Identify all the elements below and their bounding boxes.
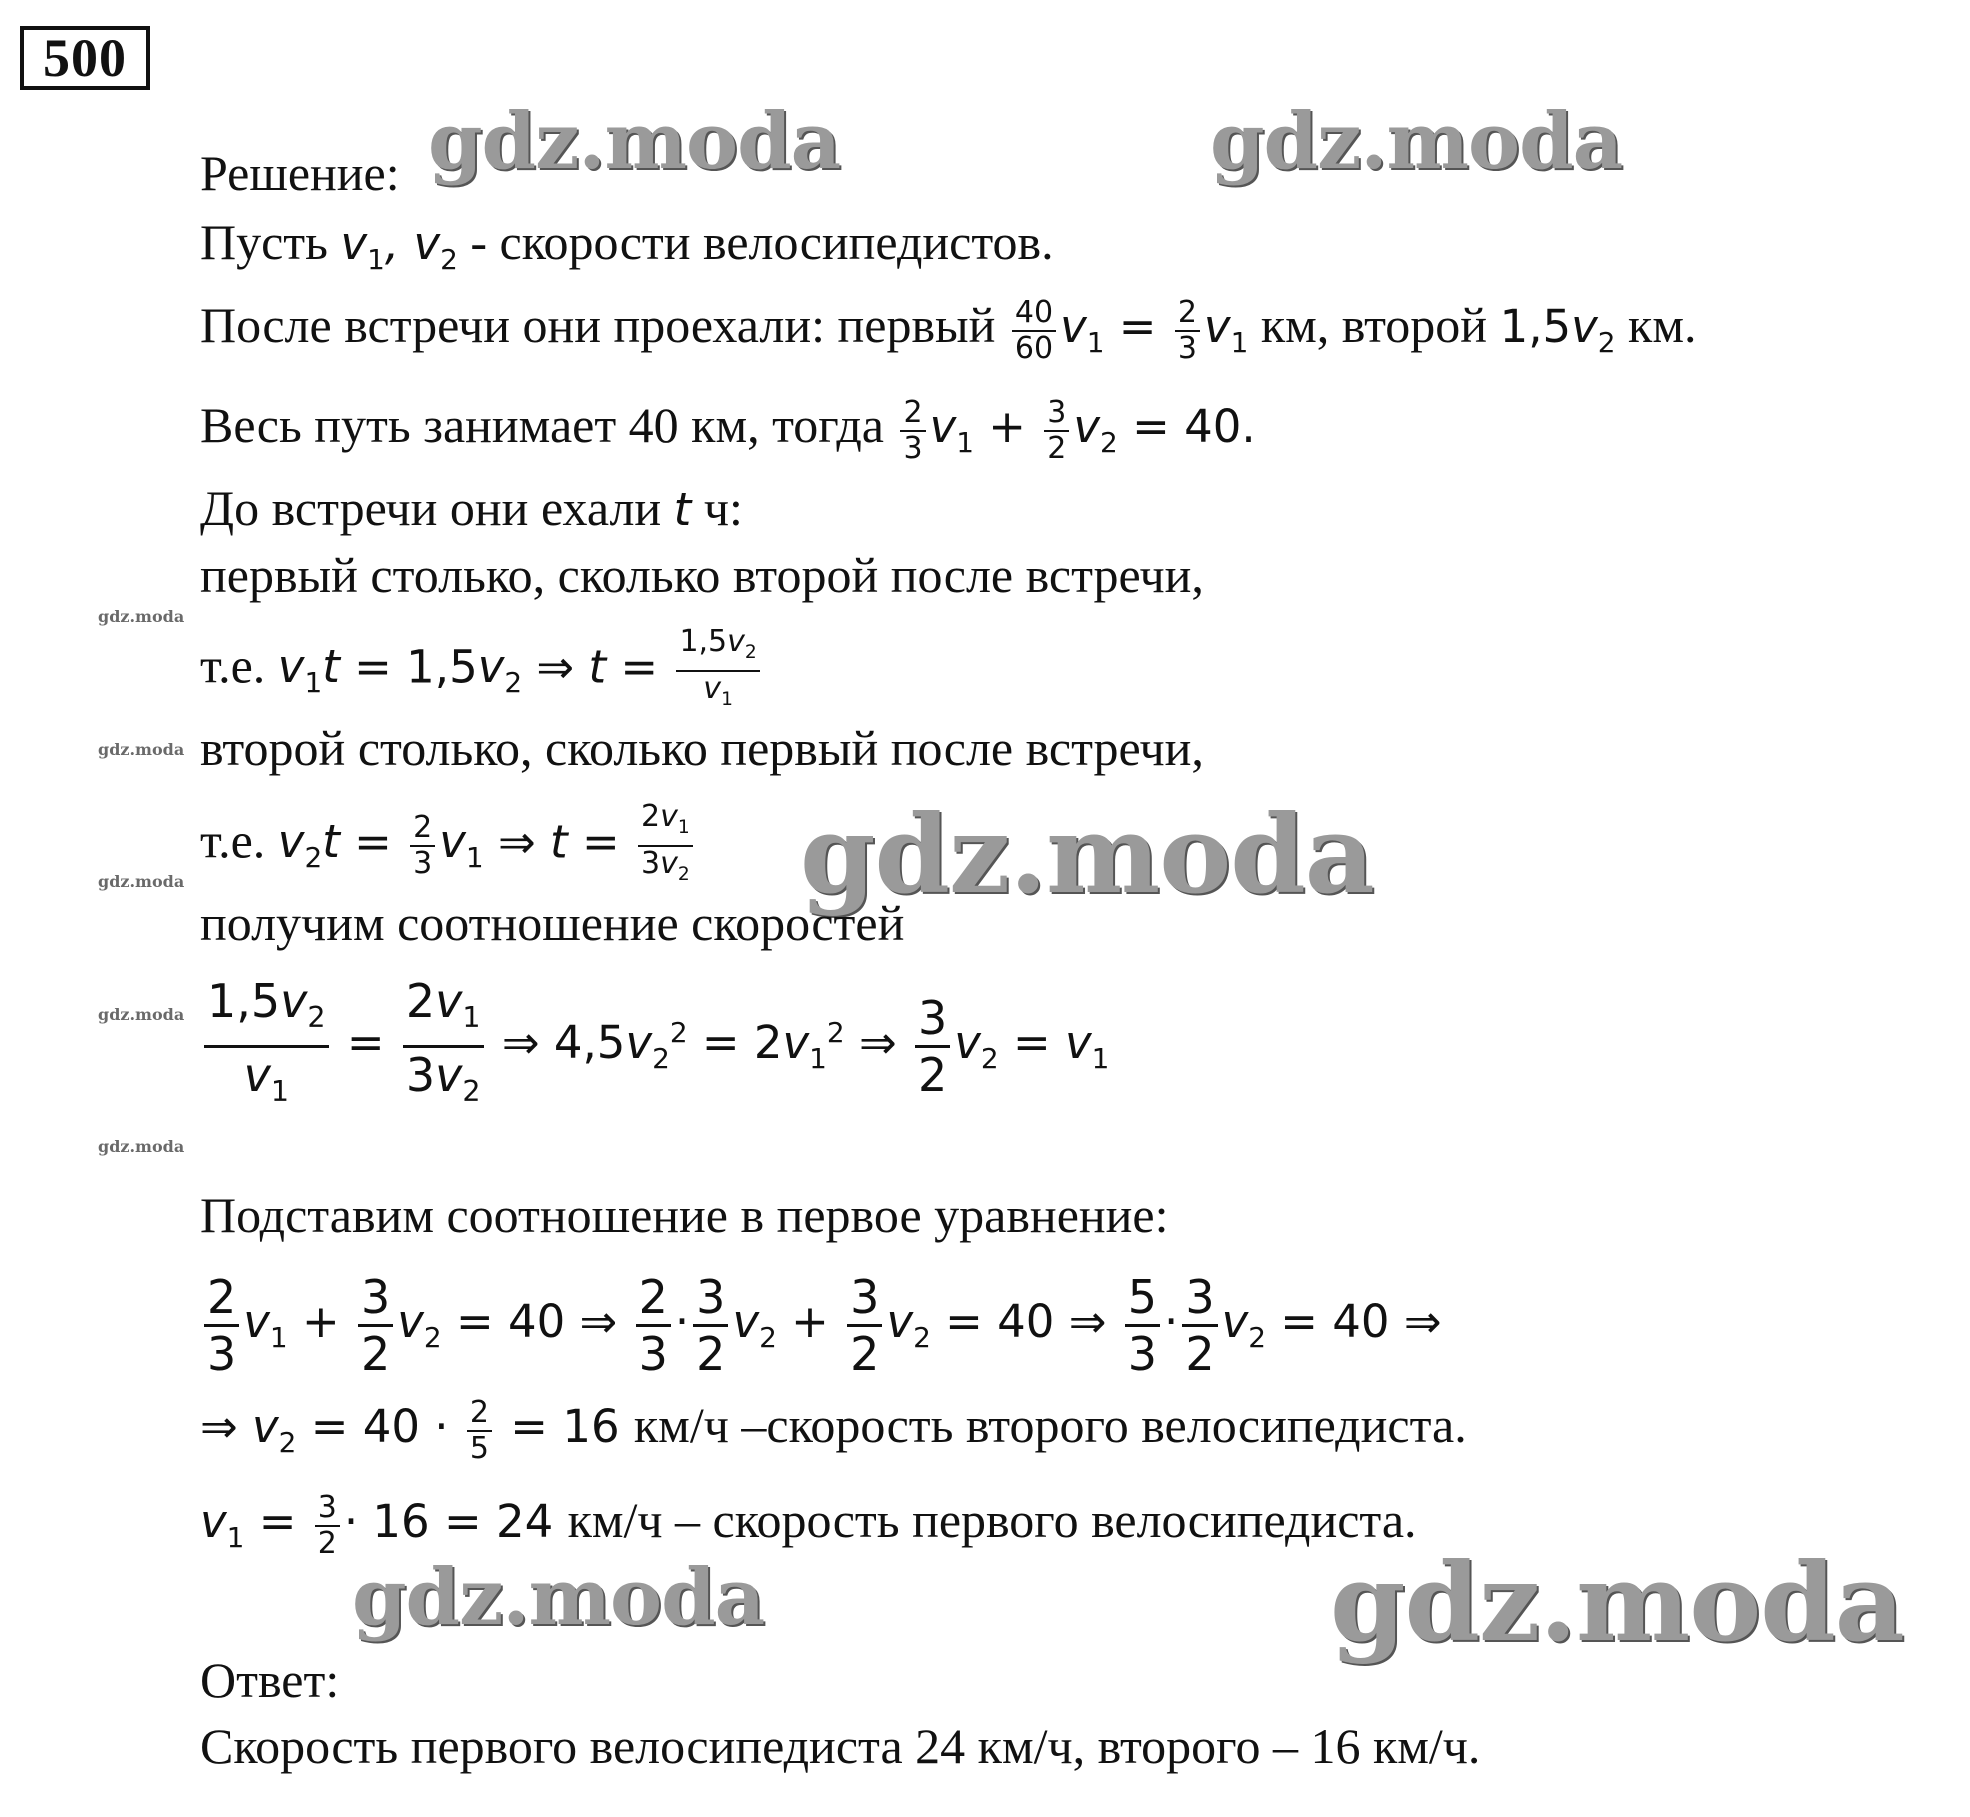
problem-number: 500 bbox=[20, 26, 150, 90]
watermark: gdz.moda bbox=[1210, 96, 1623, 187]
watermark-small: gdz.moda bbox=[98, 1005, 185, 1024]
answer-text: Скорость первого велосипедиста 24 км/ч, второго – 16 км/ч. bbox=[200, 1718, 1481, 1774]
line-before-meeting: До встречи они ехали t ч: bbox=[200, 480, 743, 536]
line-ratio-heading: получим соотношение скоростей bbox=[200, 895, 905, 951]
line-v1-result: $v_1$ = $\frac{3}{2}$ · 16 = 24 км/ч – скорость первого велосипедиста. bbox=[200, 1489, 1417, 1561]
watermark: gdz.moda bbox=[428, 96, 841, 187]
line-second-equation: т.е. $v_2t$ = $\frac{2}{3}$ $v_1$ ⇒ t = $\frac{2v_1}{3v_2}$ bbox=[200, 800, 697, 892]
watermark-small: gdz.moda bbox=[98, 607, 185, 626]
line-definition: Пусть $v_1$, $v_2$ - скорости велосипедистов. bbox=[200, 214, 1054, 276]
line-first-condition: первый столько, сколько второй после встречи, bbox=[200, 547, 1204, 603]
line-v2-result: ⇒ $v_2 = 40$ · $\frac{2}{5}$ = 16 км/ч –скорость второго велосипедиста. bbox=[200, 1394, 1467, 1466]
watermark: gdz.moda bbox=[352, 1552, 765, 1643]
line-after-meeting: После встречи они проехали: первый $\frac{40}{60}$ $v_1$ = $\frac{2}{3}$ $v_1$ км, второй $1,5v_2$ км. bbox=[200, 294, 1697, 366]
line-ratio-equation: $\frac{1,5v_2}{v_1}$ = $\frac{2v_1}{3v_2}$ ⇒ $4,5v_2^2 = 2v_1^2$ ⇒ $\frac{3}{2}$ $v_2 = v_1$ bbox=[200, 968, 1109, 1124]
watermark: gdz.moda bbox=[800, 792, 1374, 918]
watermark-small: gdz.moda bbox=[98, 872, 185, 891]
line-first-equation: т.е. $v_1t = 1,5v_2$ ⇒ t = $\frac{1,5v_2}{v_1}$ bbox=[200, 625, 764, 717]
line-total-distance: Весь путь занимает 40 км, тогда $\frac{2}{3}$ $v_1$ + $\frac{3}{2}$ $v_2 = 40$. bbox=[200, 394, 1256, 466]
line-second-condition: второй столько, сколько первый после встречи, bbox=[200, 720, 1204, 776]
line-substitution-equation: $\frac{2}{3}$ $v_1$ + $\frac{3}{2}$ $v_2 = 40$ ⇒ $\frac{2}{3}$ · $\frac{3}{2}$ $v_2$ + $\frac{3}{2}$ $v_2 = 40$ ⇒ $\frac{5}{3}$ · $\frac{3}{2}$ $v_2 = 40$ ⇒ bbox=[200, 1255, 1442, 1403]
answer-heading: Ответ: bbox=[200, 1652, 340, 1708]
watermark: gdz.moda bbox=[1330, 1540, 1904, 1666]
watermark-small: gdz.moda bbox=[98, 740, 185, 759]
solution-heading: Решение: bbox=[200, 145, 400, 201]
line-substitute-heading: Подставим соотношение в первое уравнение: bbox=[200, 1187, 1169, 1243]
watermark-small: gdz.moda bbox=[98, 1137, 185, 1156]
